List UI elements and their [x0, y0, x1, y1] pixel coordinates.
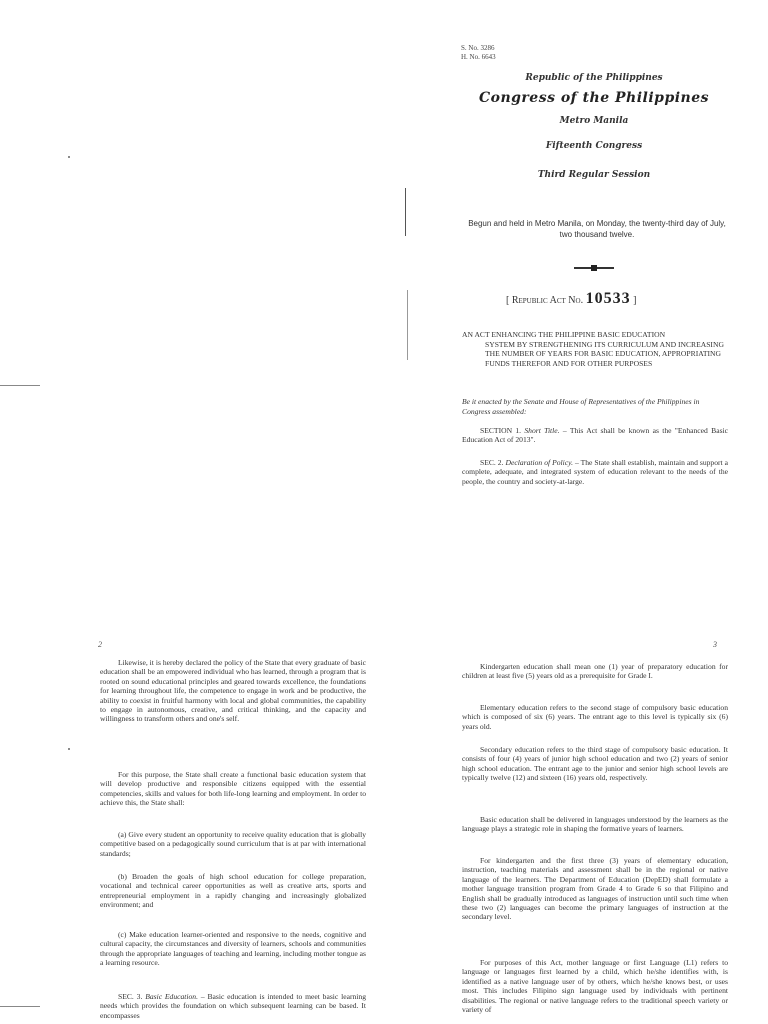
- bill-numbers: [461, 44, 496, 62]
- page2-clause-a: (a) Give every student an opportunity to receive quality education that is globally competitive based on a pedagogically sound curriculum that is at par with international standards;: [100, 830, 366, 858]
- fifteenth-congress-heading: Fifteenth Congress: [545, 141, 643, 151]
- scan-speck: [68, 156, 70, 158]
- section-3-heading: Basic Education.: [145, 992, 198, 1001]
- republic-act-number: [506, 290, 686, 308]
- begun-statement: Begun and held in Metro Manila, on Monday, the twenty-third day of July, two thousand twelve.: [468, 219, 726, 239]
- scan-margin-mark: [0, 1006, 40, 1007]
- scan-edge-line: [407, 290, 408, 360]
- act-title: [462, 330, 728, 368]
- page3-paragraph-2: Elementary education refers to the second stage of compulsory basic education which is composed of six (6) years. The entrant age to this level is typically six (6) years old.: [462, 703, 728, 731]
- page3-paragraph-4: Basic education shall be delivered in languages understood by the learners as the language plays a strategic role in shaping the formative years of learners.: [462, 815, 728, 834]
- scan-edge-line: [405, 188, 406, 236]
- republic-act-label: Republic Act No.: [511, 295, 584, 306]
- page2-clause-b: (b) Broaden the goals of high school education for college preparation, vocational and technical career opportunities as well as creative arts, sports and entrepreneurial employment in a rapidly changing and increasingly globalized environment; and: [100, 872, 366, 910]
- ornament-dot: [591, 265, 597, 271]
- page3-paragraph-6: For purposes of this Act, mother language or first Language (L1) refers to language or languages first learned by a child, which he/she identifies with, is identified as a native language user of by others, which he/she knows best, or uses most. This includes Filipino sign language used by individuals with pertinent disabilities. The regional or native language refers to the traditional speech variety or variety of: [462, 958, 728, 1015]
- page3-paragraph-1: Kindergarten education shall mean one (1) year of preparatory education for children at least five (5) years old as a prerequisite for Grade I.: [462, 662, 728, 681]
- house-bill-number: H. No. 6643: [461, 53, 496, 61]
- act-title-rest: SYSTEM BY STRENGTHENING ITS CURRICULUM AND INCREASING THE NUMBER OF YEARS FOR BASIC EDUCATION, APPROPRIATING FUNDS THEREFOR AND FOR OTHER PURPOSES: [485, 339, 724, 368]
- enacting-clause: Be it enacted by the Senate and House of Representatives of the Philippines in Congress assembled:: [462, 397, 700, 416]
- page2-clause-c: (c) Make education learner-oriented and responsive to the needs, cognitive and cultural capacity, the circumstances and diversity of learners, schools and communities through the appropriate languages of teaching and learning, including mother tongue as a learning resource.: [100, 930, 366, 968]
- section-2-heading: Declaration of Policy.: [505, 458, 573, 467]
- act-title-first-line: AN ACT ENHANCING THE PHILIPPINE BASIC EDUCATION: [462, 330, 666, 339]
- page2-section-3: [100, 992, 366, 1024]
- page-number-2: 2: [98, 640, 102, 649]
- page3-paragraph-3: Secondary education refers to the third stage of compulsory basic education. It consists of four (4) years of junior high school education and two (2) years of senior high school education. The entrant age to the junior and senior high school levels are typically twelve (12) and sixteen (16) years old, respectively.: [462, 745, 728, 783]
- page3-paragraph-5: For kindergarten and the first three (3) years of elementary education, instruction, teaching materials and assessment shall be in the regional or native language of the learners. The Department of Education (DepED) shall formulate a mother language transition program from Grade 4 to Grade 6 so that Filipino and English shall be gradually introduced as languages of instruction until such time when these two (2) languages can become the primary languages of instruction at the secondary level.: [462, 856, 728, 922]
- bracket-close: ]: [633, 295, 637, 306]
- bracket-open: [: [506, 295, 510, 306]
- senate-bill-number: S. No. 3286: [461, 44, 495, 52]
- session-heading: Third Regular Session: [537, 170, 651, 180]
- congress-heading: Congress of the Philippines: [478, 90, 710, 106]
- scan-margin-mark: [0, 385, 40, 386]
- scan-speck: [68, 748, 70, 750]
- republic-heading: Republic of the Philippines: [525, 73, 663, 83]
- section-2: [462, 458, 728, 486]
- section-2-body: – The State shall establish, maintain and support a complete, adequate, and integrated system of education relevant to the needs of the people, the country and society-at-large.: [462, 458, 729, 486]
- page2-paragraph-1: Likewise, it is hereby declared the policy of the State that every graduate of basic education shall be an empowered individual who has learned, through a program that is rooted on sound educational principles and geared towards excellence, the foundations for learning throughout life, the competence to engage in work and be productive, the ability to coexist in fruitful harmony with local and global communities, the capability to engage in autonomous, creative, and critical thinking, and the capacity and willingness to transform others and one's self.: [100, 658, 366, 724]
- act-number: 10533: [585, 290, 631, 307]
- section-2-lead: SEC. 2.: [480, 458, 504, 467]
- metro-heading: Metro Manila: [559, 116, 629, 126]
- section-1-heading: Short Title.: [524, 426, 560, 435]
- section-1: [462, 426, 728, 445]
- section-3-body: – Basic education is intended to meet basic learning needs which provides the foundation on which subsequent learning can be based. It encompasses: [100, 992, 366, 1020]
- section-1-lead: SECTION 1.: [480, 426, 522, 435]
- section-1-body: – This Act shall be known as the "Enhanced Basic Education Act of 2013".: [462, 426, 728, 445]
- page-number-3: 3: [713, 640, 717, 649]
- page2-paragraph-2: For this purpose, the State shall create a functional basic education system that will develop productive and responsible citizens equipped with the essential competencies, skills and values for both life-long learning and employment. In order to achieve this, the State shall:: [100, 770, 366, 808]
- section-3-lead: SEC. 3.: [118, 992, 143, 1001]
